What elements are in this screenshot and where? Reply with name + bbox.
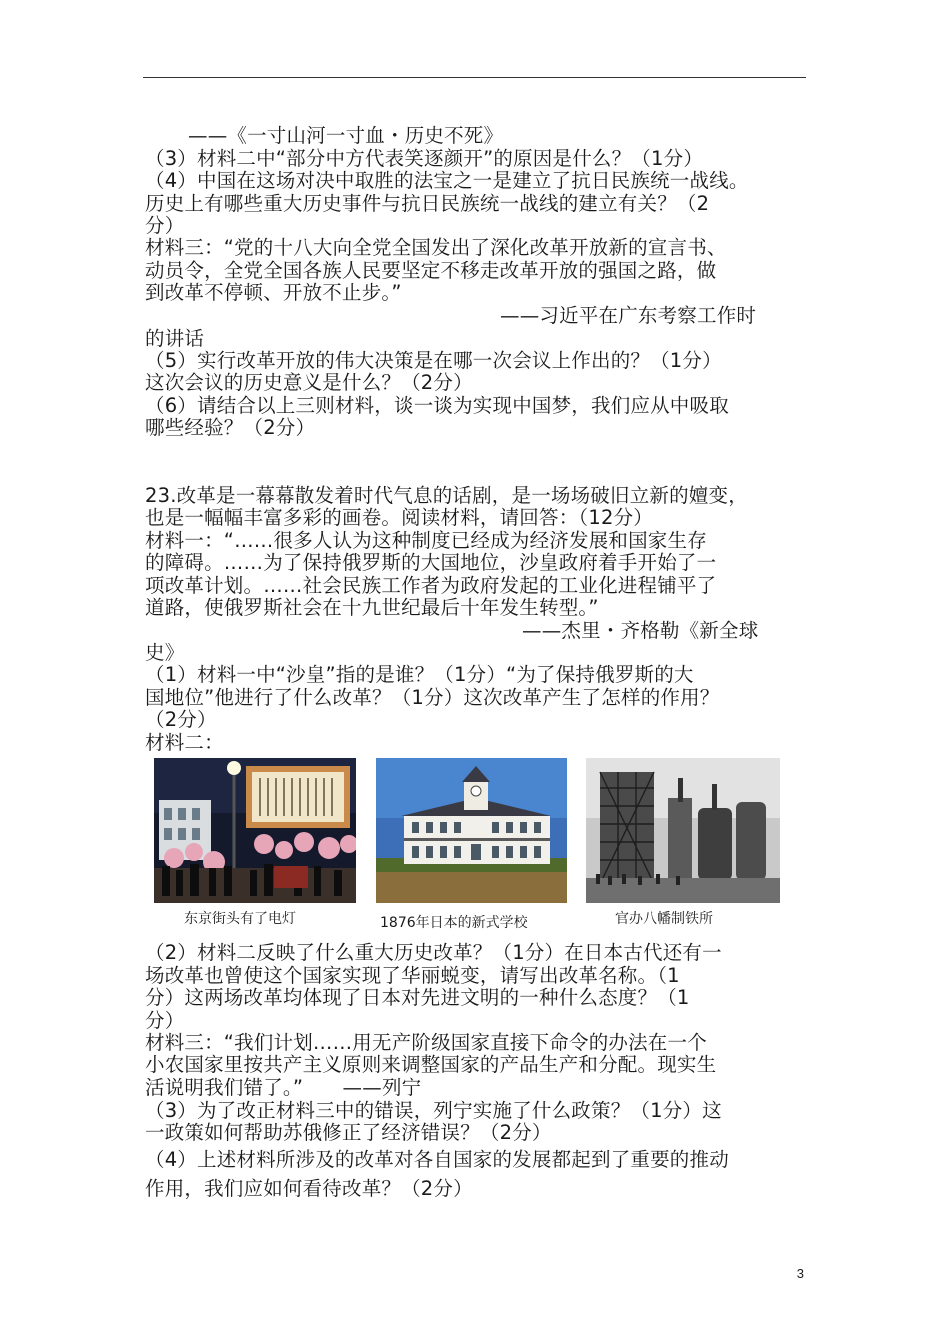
material-3b: 材料三：“我们计划……用无产阶级国家直接下命令的办法在一个 (145, 1031, 707, 1054)
material-2-label: 材料二： (145, 731, 224, 754)
sub-question-2-cont: 分）这两场改革均体现了日本对先进文明的一种什么态度？（1 (145, 986, 690, 1009)
material-3b-cont: 活说明我们错了。” ——列宁 (145, 1076, 422, 1099)
question-6-cont: 哪些经验？（2分） (145, 416, 316, 439)
sub-question-2-cont: 场改革也曾使这个国家实现了华丽蜕变，请写出改革名称。（1 (145, 964, 680, 987)
question-4-cont: 分） (145, 214, 185, 237)
material-3b-cont: 小农国家里按共产主义原则来调整国家的产品生产和分配。现实生 (145, 1053, 717, 1076)
sub-question-2-cont: 分） (145, 1009, 185, 1032)
sub-question-4: （4）上述材料所涉及的改革对各自国家的发展都起到了重要的推动 (145, 1148, 729, 1171)
source-citation-cont: 的讲话 (145, 327, 205, 350)
source-citation: ——习近平在广东考察工作时 (500, 304, 757, 327)
sub-question-1: （1）材料一中“沙皇”指的是谁？（1分）“为了保持俄罗斯的大 (145, 663, 694, 686)
header-rule (143, 77, 806, 78)
question-5: （5）实行改革开放的伟大决策是在哪一次会议上作出的？（1分） (145, 349, 722, 372)
sub-question-1-cont: 国地位”他进行了什么改革？（1分）这次改革产生了怎样的作用？ (145, 686, 720, 709)
sub-question-3: （3）为了改正材料三中的错误，列宁实施了什么政策？（1分）这 (145, 1099, 722, 1122)
question-4: （4）中国在这场对决中取胜的法宝之一是建立了抗日民族统一战线。 (145, 169, 749, 192)
question-23: 23.改革是一幕幕散发着时代气息的话剧，是一场场破旧立新的嬗变， (145, 484, 748, 507)
material-1-cont: 项改革计划。……社会民族工作者为政府发起的工业化进程铺平了 (145, 574, 717, 597)
material-1-cont: 道路，使俄罗斯社会在十九世纪最后十年发生转型。” (145, 596, 599, 619)
sub-question-3-cont: 一政策如何帮助苏俄修正了经济错误？（2分） (145, 1121, 552, 1144)
question-5-cont: 这次会议的历史意义是什么？（2分） (145, 371, 473, 394)
material-3-cont: 动员令，全党全国各族人民要坚定不移走改革开放的强国之路，做 (145, 259, 717, 282)
sub-question-2: （2）材料二反映了什么重大历史改革？（1分）在日本古代还有一 (145, 941, 722, 964)
material-1-cont: 的障碍。……为了保持俄罗斯的大国地位，沙皇政府着手开始了一 (145, 551, 717, 574)
new-style-school-image (376, 758, 567, 903)
question-4-cont: 历史上有哪些重大历史事件与抗日民族统一战线的建立有关？（2 (145, 192, 710, 215)
image-caption: 1876年日本的新式学校 (380, 915, 528, 931)
material-1: 材料一：“……很多人认为这种制度已经成为经济发展和国家生存 (145, 529, 707, 552)
tokyo-street-light-image (154, 758, 356, 903)
question-3: （3）材料二中“部分中方代表笑逐颜开”的原因是什么？（1分） (145, 147, 704, 170)
source-citation-cont: 史》 (145, 641, 185, 664)
page-number: 3 (796, 1266, 804, 1281)
source-citation: ——《一寸山河一寸血・历史不死》 (188, 124, 504, 147)
material-3: 材料三：“党的十八大向全党全国发出了深化改革开放新的宣言书、 (145, 236, 727, 259)
material-3-cont: 到改革不停顿、开放不止步。” (145, 281, 402, 304)
sub-question-4-cont: 作用，我们应如何看待改革？（2分） (145, 1177, 473, 1200)
image-caption: 东京街头有了电灯 (184, 911, 296, 927)
sub-question-1-cont: （2分） (145, 708, 217, 731)
image-caption: 官办八幡制铁所 (615, 911, 713, 927)
yawata-ironworks-image (586, 758, 780, 903)
source-citation: ——杰里・齐格勒《新全球 (522, 619, 759, 642)
question-6: （6）请结合以上三则材料，谈一谈为实现中国梦，我们应从中吸取 (145, 394, 729, 417)
question-23-cont: 也是一幅幅丰富多彩的画卷。阅读材料，请回答：（12分） (145, 506, 653, 529)
